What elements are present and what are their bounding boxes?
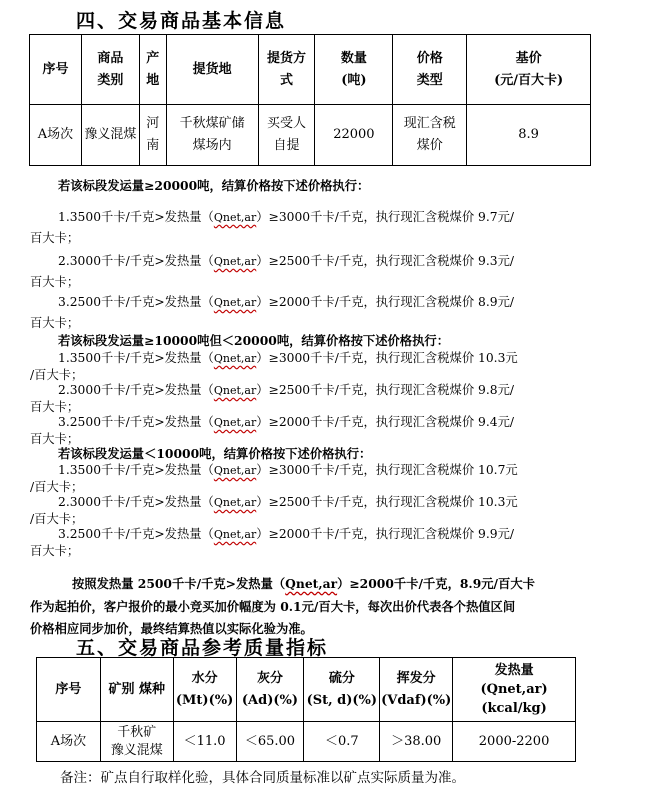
table-header-row	[37, 658, 576, 722]
tier3-item-2: 2.3000千卡/千克>发热量（Qnet,ar）≥2500千卡/千克，执行现汇含税煤价 10.3元	[58, 495, 518, 509]
tier1-item-1-tail: 百大卡；	[30, 231, 80, 245]
col-calorific: 发热量 (Qnet,ar) (kcal/kg)	[453, 658, 576, 722]
tier1-title: 若该标段发运量≥20000吨，结算价格按下述价格执行：	[58, 178, 370, 193]
quality-table	[36, 657, 576, 762]
col-moisture: 水分 (Mt)(%)	[173, 658, 236, 722]
cell-moisture: ＜11.0	[173, 722, 236, 762]
col-category: 商品 类别	[81, 35, 139, 105]
col-quantity: 数量 (吨)	[315, 35, 393, 105]
tier1-item-3-tail: 百大卡；	[30, 316, 80, 330]
tier2-item-1-tail: /百大卡；	[30, 368, 84, 382]
summary-line-2: 作为起拍价，客户报价的最小竞买加价幅度为 0.1元/百大卡，每次出价代表各个热值区间	[30, 599, 516, 614]
section4-heading: 四、交易商品基本信息	[76, 10, 287, 32]
tier3-item-3-tail: 百大卡；	[30, 544, 80, 558]
tier3-item-2-tail: /百大卡；	[30, 512, 84, 526]
col-origin: 产 地	[139, 35, 166, 105]
summary-line-3: 价格相应同步加价，最终结算热值以实际化验为准。	[30, 621, 313, 636]
cell-origin: 河 南	[139, 105, 166, 166]
col-volatile: 挥发分 (Vdaf)(%)	[380, 658, 453, 722]
col-seq: 序号	[30, 35, 82, 105]
col-ash: 灰分 (Ad)(%)	[236, 658, 304, 722]
tier2-item-2-tail: 百大卡；	[30, 400, 80, 414]
tier1-item-1: 1.3500千卡/千克>发热量（Qnet,ar）≥3000千卡/千克，执行现汇含税煤价 9.7元/	[58, 210, 515, 224]
col-kind: 矿别 煤种	[100, 658, 173, 722]
cell-quantity: 22000	[315, 105, 393, 166]
tier2-item-3: 3.2500千卡/千克>发热量（Qnet,ar）≥2000千卡/千克，执行现汇含税煤价 9.4元/	[58, 415, 515, 429]
cell-category: 豫义混煤	[81, 105, 139, 166]
col-seq: 序号	[37, 658, 101, 722]
tier2-item-3-tail: 百大卡；	[30, 432, 80, 446]
cell-method: 买受人 自提	[258, 105, 315, 166]
tier2-item-1: 1.3500千卡/千克>发热量（Qnet,ar）≥3000千卡/千克，执行现汇含税煤价 10.3元	[58, 351, 518, 365]
table-row	[37, 722, 576, 762]
section5-heading: 五、交易商品参考质量指标	[76, 637, 329, 659]
cell-base-price: 8.9	[467, 105, 591, 166]
cell-calorific: 2000-2200	[453, 722, 576, 762]
cell-price-type: 现汇含税 煤价	[393, 105, 467, 166]
tier3-item-1-tail: /百大卡；	[30, 480, 84, 494]
col-method: 提货方 式	[258, 35, 315, 105]
tier2-title: 若该标段发运量≥10000吨但＜20000吨，结算价格按下述价格执行：	[58, 333, 449, 348]
cell-seq: A场次	[37, 722, 101, 762]
tier3-item-1: 1.3500千卡/千克>发热量（Qnet,ar）≥3000千卡/千克，执行现汇含税煤价 10.7元	[58, 463, 518, 477]
cell-ash: ＜65.00	[236, 722, 304, 762]
summary-line-1: 按照发热量 2500千卡/千克>发热量（Qnet,ar）≥2000千卡/千克，8.9元/百大卡	[72, 576, 535, 591]
remark-note: 备注：矿点自行取样化验，具体合同质量标准以矿点实际质量为准。	[60, 770, 465, 786]
col-sulfur: 硫分 (St, d)(%)	[304, 658, 380, 722]
col-price-type: 价格 类型	[393, 35, 467, 105]
cell-volatile: ＞38.00	[380, 722, 453, 762]
tier3-item-3: 3.2500千卡/千克>发热量（Qnet,ar）≥2000千卡/千克，执行现汇含税煤价 9.9元/	[58, 527, 515, 541]
cell-kind: 千秋矿 豫义混煤	[100, 722, 173, 762]
cell-pickup: 千秋煤矿储 煤场内	[166, 105, 258, 166]
tier1-item-2: 2.3000千卡/千克>发热量（Qnet,ar）≥2500千卡/千克，执行现汇含税煤价 9.3元/	[58, 254, 515, 268]
tier1-item-3: 3.2500千卡/千克>发热量（Qnet,ar）≥2000千卡/千克，执行现汇含税煤价 8.9元/	[58, 295, 515, 309]
tier3-title: 若该标段发运量＜10000吨，结算价格按下述价格执行：	[58, 446, 372, 461]
col-pickup: 提货地	[166, 35, 258, 105]
tier2-item-2: 2.3000千卡/千克>发热量（Qnet,ar）≥2500千卡/千克，执行现汇含税煤价 9.8元/	[58, 383, 515, 397]
cell-sulfur: ＜0.7	[304, 722, 380, 762]
cell-seq: A场次	[30, 105, 82, 166]
col-base-price: 基价 (元/百大卡)	[467, 35, 591, 105]
tier1-item-2-tail: 百大卡；	[30, 275, 80, 289]
